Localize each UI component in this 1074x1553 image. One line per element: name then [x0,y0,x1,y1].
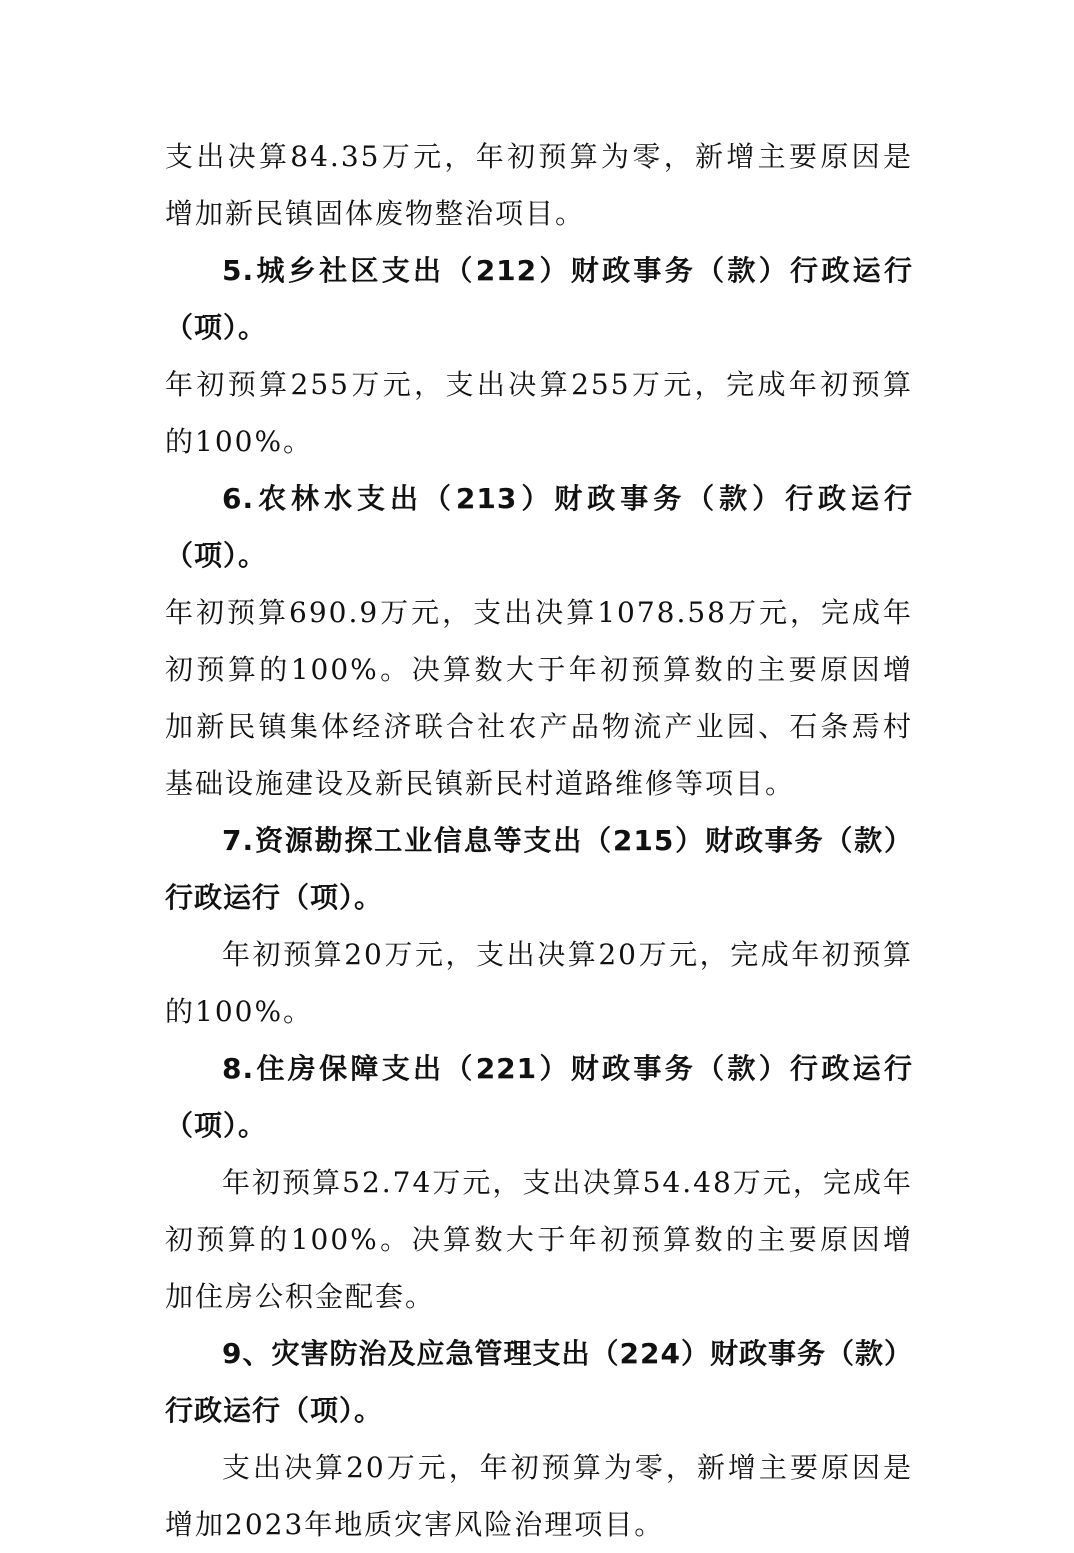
heading-item-8: 8.住房保障支出（221）财政事务（款）行政运行（项）。 [165,1052,913,1142]
paragraph-p1: 支出决算84.35万元，年初预算为零，新增主要原因是增加新民镇固体废物整治项目。 [165,140,913,230]
heading-item-7: 7.资源勘探工业信息等支出（215）财政事务（款）行政运行（项）。 [165,824,913,914]
document-body [165,128,913,1553]
paragraph-item-6: 年初预算690.9万元，支出决算1078.58万元，完成年初预算的100%。决算数大于年初预算数的主要原因增加新民镇集体经济联合社农产品物流产业园、石条焉村基础设施建设及新民镇新民村道路维修等项目。 [165,596,913,800]
heading-item-6: 6.农林水支出（213）财政事务（款）行政运行（项）。 [165,482,913,572]
paragraph-item-8: 年初预算52.74万元，支出决算54.48万元，完成年初预算的100%。决算数大于年初预算数的主要原因增加住房公积金配套。 [165,1166,913,1313]
heading-item-5: 5.城乡社区支出（212）财政事务（款）行政运行（项）。 [165,254,913,344]
paragraph-item-7: 年初预算20万元，支出决算20万元，完成年初预算的100%。 [165,938,913,1028]
heading-item-9: 9、灾害防治及应急管理支出（224）财政事务（款）行政运行（项）。 [165,1337,913,1427]
paragraph-item-5: 年初预算255万元，支出决算255万元，完成年初预算的100%。 [165,368,913,458]
paragraph-item-9: 支出决算20万元，年初预算为零，新增主要原因是增加2023年地质灾害风险治理项目。 [165,1451,913,1541]
